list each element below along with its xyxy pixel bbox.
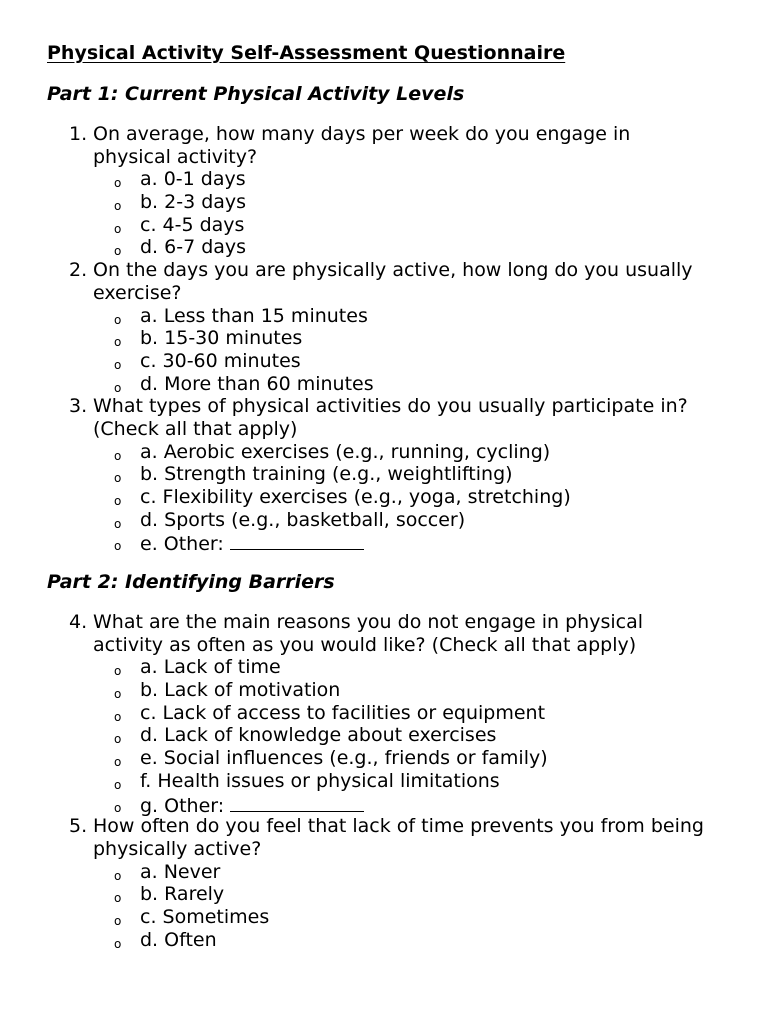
option-item[interactable] (0, 793, 768, 816)
circle-bullet-icon: o (114, 516, 122, 531)
option-item[interactable] (0, 906, 768, 929)
part-2-heading: Part 2: Identifying Barriers (47, 571, 335, 593)
question-text: How often do you feel that lack of time prevents you from being physically active? (93, 815, 704, 860)
option-item[interactable] (0, 327, 768, 350)
option-label: c. Sometimes (140, 906, 270, 928)
circle-bullet-icon: o (114, 755, 122, 770)
question-3 (0, 395, 768, 554)
option-list (0, 168, 768, 259)
option-label: b. Strength training (e.g., weightlifting) (140, 463, 513, 486)
circle-bullet-icon: o (114, 539, 122, 554)
question-5 (0, 815, 768, 951)
option-label: c. Flexibility exercises (e.g., yoga, stretching) (140, 486, 571, 509)
option-label: b. 15-30 minutes (140, 327, 303, 350)
option-other-row (140, 793, 364, 818)
option-label: a. Lack of time (140, 656, 281, 679)
option-label: g. Other: (140, 794, 225, 817)
option-label: d. Sports (e.g., basketball, soccer) (140, 508, 466, 531)
option-list (0, 305, 768, 396)
option-item[interactable] (0, 168, 768, 191)
option-item[interactable] (0, 770, 768, 793)
option-list (0, 861, 768, 952)
other-blank-line[interactable] (230, 793, 364, 812)
question-text: What types of physical activities do you usually participate in? (Check all that apply) (93, 395, 688, 441)
option-label: c. 4-5 days (140, 213, 245, 236)
option-other-row (140, 531, 364, 556)
option-label: b. Rarely (140, 883, 225, 906)
option-item[interactable] (0, 191, 768, 214)
circle-bullet-icon: o (114, 176, 122, 191)
option-label: d. 6-7 days (140, 236, 247, 259)
circle-bullet-icon: o (114, 357, 122, 372)
circle-bullet-icon: o (114, 312, 122, 327)
question-1 (0, 123, 768, 259)
option-label: e. Social influences (e.g., friends or family) (140, 747, 548, 770)
option-item[interactable] (0, 531, 768, 554)
question-number: 5. (69, 815, 88, 838)
option-item[interactable] (0, 861, 768, 884)
circle-bullet-icon: o (114, 914, 122, 928)
part-1-question-list (0, 123, 768, 554)
option-item[interactable] (0, 486, 768, 509)
other-blank-line[interactable] (230, 531, 364, 550)
circle-bullet-icon: o (114, 709, 122, 724)
option-item[interactable] (0, 373, 768, 396)
page-title: Physical Activity Self-Assessment Questionnaire (47, 42, 566, 64)
option-item[interactable] (0, 214, 768, 237)
option-item[interactable] (0, 463, 768, 486)
option-label: b. Lack of motivation (140, 679, 341, 702)
option-label: d. More than 60 minutes (140, 372, 374, 395)
circle-bullet-icon: o (114, 777, 122, 792)
question-number: 2. (69, 259, 88, 282)
circle-bullet-icon: o (114, 891, 122, 906)
option-item[interactable] (0, 724, 768, 747)
circle-bullet-icon: o (114, 471, 122, 486)
option-item[interactable] (0, 305, 768, 328)
option-item[interactable] (0, 509, 768, 532)
option-item[interactable] (0, 747, 768, 770)
circle-bullet-icon: o (114, 335, 122, 350)
circle-bullet-icon: o (114, 687, 122, 702)
option-label: a. Aerobic exercises (e.g., running, cycling) (140, 440, 551, 463)
circle-bullet-icon: o (114, 664, 122, 679)
option-label: c. 30-60 minutes (140, 349, 301, 372)
option-label: f. Health issues or physical limitations (140, 769, 500, 792)
option-list (0, 656, 768, 815)
option-item[interactable] (0, 236, 768, 259)
circle-bullet-icon: o (114, 868, 122, 883)
circle-bullet-icon: o (114, 448, 122, 463)
circle-bullet-icon: o (114, 494, 122, 509)
option-list (0, 441, 768, 554)
circle-bullet-icon: o (114, 380, 122, 395)
circle-bullet-icon: o (114, 800, 122, 815)
option-item[interactable] (0, 702, 768, 725)
circle-bullet-icon: o (114, 244, 122, 259)
option-label: a. Less than 15 minutes (140, 304, 368, 327)
question-text: On average, how many days per week do you engage in physical activity? (93, 123, 631, 168)
circle-bullet-icon: o (114, 936, 122, 951)
part-2-question-list (0, 611, 768, 951)
option-label: a. Never (140, 860, 221, 883)
question-number: 4. (69, 611, 88, 633)
question-number: 1. (69, 123, 88, 145)
circle-bullet-icon: o (114, 732, 122, 747)
option-item[interactable] (0, 883, 768, 906)
option-item[interactable] (0, 441, 768, 464)
question-text: On the days you are physically active, how long do you usually exercise? (93, 259, 693, 304)
part-1-heading: Part 1: Current Physical Activity Levels (47, 83, 465, 105)
option-item[interactable] (0, 656, 768, 679)
circle-bullet-icon: o (114, 221, 122, 236)
option-label: d. Lack of knowledge about exercises (140, 724, 497, 747)
option-item[interactable] (0, 929, 768, 952)
question-number: 3. (69, 395, 88, 418)
option-label: b. 2-3 days (140, 191, 247, 214)
question-4 (0, 611, 768, 815)
option-label: e. Other: (140, 533, 224, 556)
option-item[interactable] (0, 679, 768, 702)
option-label: d. Often (140, 928, 217, 951)
question-text: What are the main reasons you do not engage in physical activity as often as you would like? (Check all that apply) (93, 611, 643, 656)
circle-bullet-icon: o (114, 199, 122, 214)
question-2 (0, 259, 768, 395)
option-label: c. Lack of access to facilities or equipment (140, 701, 546, 724)
option-label: a. 0-1 days (140, 168, 246, 191)
option-item[interactable] (0, 350, 768, 373)
